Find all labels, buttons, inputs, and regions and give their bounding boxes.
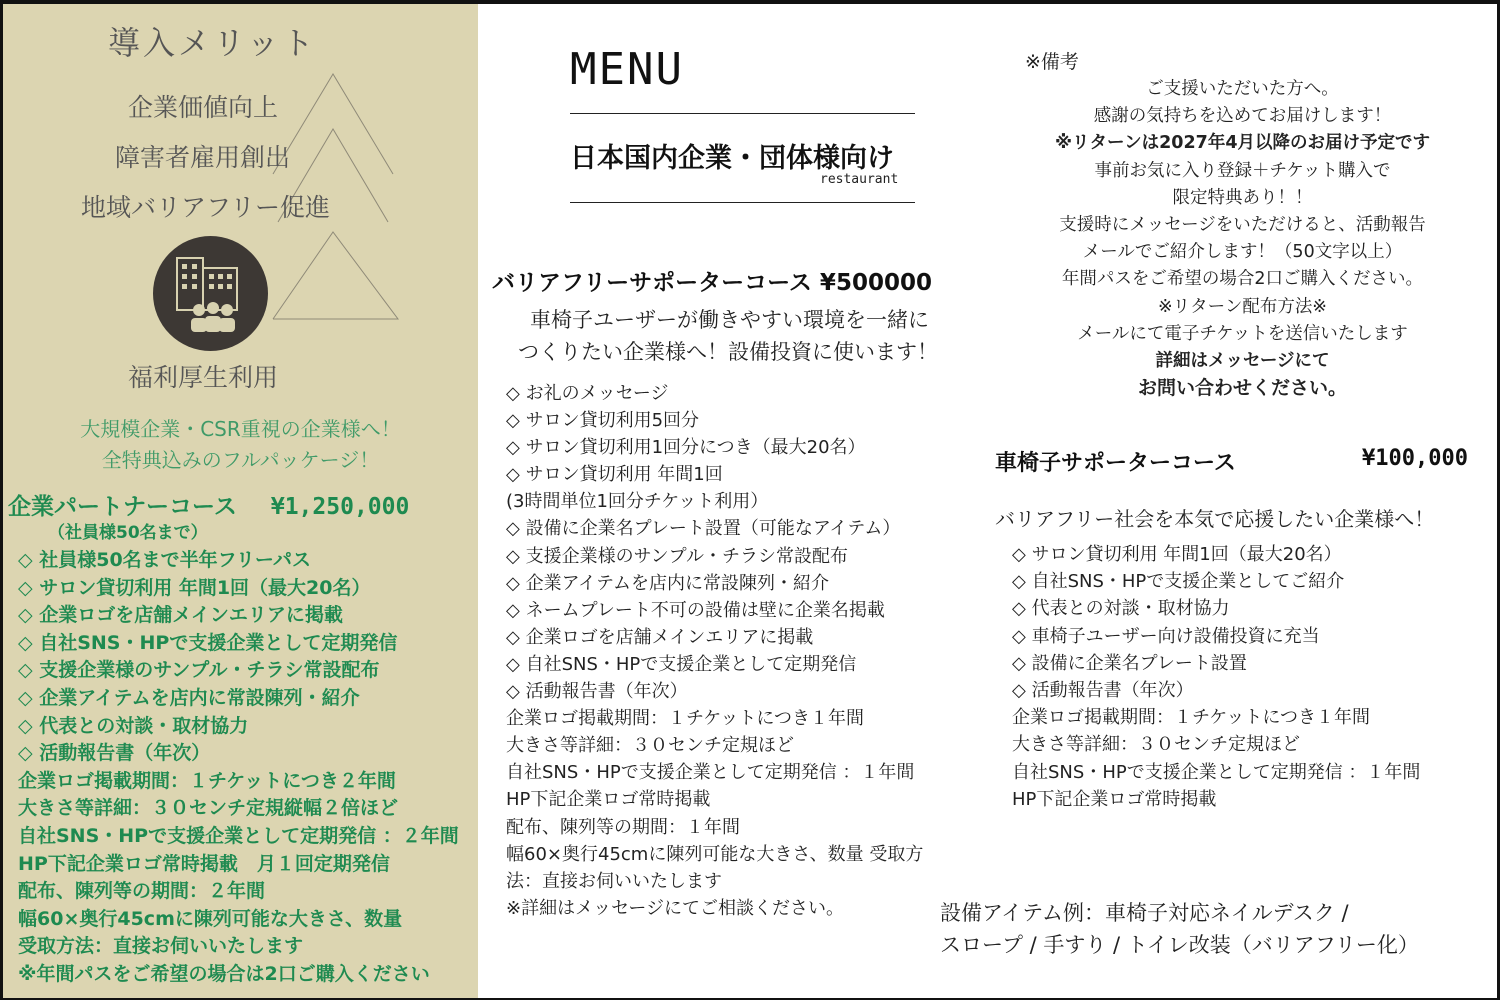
list-item: ◇ お礼のメッセージ bbox=[506, 383, 669, 404]
list-item: HP下記企業ロゴ常時掲載 bbox=[1012, 788, 1217, 810]
remark-line: 支援時にメッセージをいただけると、活動報告 bbox=[1059, 215, 1426, 236]
wheelchair-course-list bbox=[1012, 541, 1420, 813]
remark-line: 事前お気に入り登録＋チケット購入で bbox=[1094, 160, 1391, 181]
building-people-icon bbox=[153, 236, 268, 351]
wheelchair-course-description: バリアフリー社会を本気で応援したい企業様へ！ bbox=[995, 507, 1435, 531]
equipment-line: 設備アイテム例：車椅子対応ネイルデスク / bbox=[940, 901, 1349, 925]
welfare-label: 福利厚生利用 bbox=[128, 363, 279, 392]
list-item: 自社SNS・HPで支援企業として定期発信 ：１年間 bbox=[506, 762, 915, 784]
list-item: ※詳細はメッセージにてご相談ください。 bbox=[506, 897, 845, 919]
benefit-item: 地域バリアフリー促進 bbox=[81, 193, 331, 222]
benefit-item: 企業価値向上 bbox=[128, 93, 279, 122]
list-item: (3時間単位1回分チケット利用） bbox=[506, 491, 769, 513]
list-item: ◇ 社員様50名まで半年フリーパス bbox=[18, 549, 311, 571]
list-item: ◇ サロン貸切利用 年間1回（最大20名） bbox=[18, 576, 371, 599]
remark-line: ※リターン配布方法※ bbox=[1158, 296, 1327, 317]
course-description: 車椅子ユーザーが働きやすい環境を一緒に bbox=[530, 308, 929, 332]
list-item: ※年間パスをご希望の場合は2口ご購入ください bbox=[18, 962, 430, 985]
remark-line: 年間パスをご希望の場合2口ご購入ください。 bbox=[1061, 269, 1424, 290]
list-item: HP下記企業ロゴ常時掲載 月１回定期発信 bbox=[18, 852, 390, 875]
remark-line: 詳細はメッセージにて bbox=[1155, 351, 1330, 372]
wheelchair-course-price: ¥100,000 bbox=[1362, 446, 1468, 471]
barrier-free-course-list bbox=[506, 380, 923, 922]
menu-subtitle: 日本国内企業・団体様向け bbox=[570, 143, 894, 174]
list-item: 企業ロゴ掲載期間：１チケットにつき２年間 bbox=[18, 769, 396, 792]
list-item: ◇ 設備に企業名プレート設置（可能なアイテム） bbox=[506, 518, 901, 540]
partner-course-note: （社員様50名まで） bbox=[48, 523, 208, 543]
intro-line: 大規模企業・CSR重視の企業様へ！ bbox=[80, 417, 401, 441]
list-item: 大きさ等詳細：３０センチ定規縦幅２倍ほど bbox=[18, 797, 399, 820]
wheelchair-course-title: 車椅子サポーターコース bbox=[995, 451, 1236, 476]
list-item: 配布、陳列等の期間：２年間 bbox=[18, 880, 266, 903]
list-item: ◇ サロン貸切利用1回分につき（最大20名） bbox=[506, 437, 866, 459]
list-item: ◇ 企業ロゴを店舗メインエリアに掲載 bbox=[506, 626, 814, 648]
list-item: ◇ 支援企業様のサンプル・チラシ常設配布 bbox=[18, 659, 380, 682]
partner-course-list bbox=[18, 547, 459, 989]
remarks-title: ※備考 bbox=[1025, 51, 1079, 73]
remarks-notes bbox=[990, 76, 1495, 402]
list-item: 大きさ等詳細：３０センチ定規ほど bbox=[1012, 734, 1300, 756]
divider bbox=[570, 113, 915, 114]
list-item: 法：直接お伺いいたします bbox=[506, 870, 722, 892]
list-item: 自社SNS・HPで支援企業として定期発信 ：２年間 bbox=[18, 824, 459, 847]
benefits-panel bbox=[3, 4, 478, 998]
intro-line: 全特典込みのフルパッケージ！ bbox=[101, 448, 380, 472]
list-item: ◇ 活動報告書（年次） bbox=[506, 681, 688, 703]
divider bbox=[570, 202, 915, 203]
remark-line: お問い合わせください。 bbox=[1137, 377, 1347, 400]
list-item: ◇ サロン貸切利用 年間1回（最大20名） bbox=[1012, 544, 1342, 565]
list-item: ◇ 車椅子ユーザー向け設備投資に充当 bbox=[1012, 625, 1320, 647]
equipment-examples bbox=[940, 897, 1419, 961]
course-description: つくりたい企業様へ！設備投資に使います！ bbox=[518, 340, 938, 364]
list-item: ◇ サロン貸切利用 年間1回 bbox=[506, 464, 723, 486]
list-item: ◇ 支援企業様のサンプル・チラシ常設配布 bbox=[506, 545, 848, 567]
partner-course-title: 企業パートナーコース ¥1,250,000 bbox=[8, 494, 410, 520]
remark-line: ※リターンは2027年4月以降のお届け予定です bbox=[1054, 133, 1431, 154]
list-item: 幅60×奥行45cmに陳列可能な大きさ、数量 受取方 bbox=[506, 843, 924, 865]
partner-course-price: ¥1,250,000 bbox=[270, 494, 410, 520]
equipment-line: スロープ / 手すり / トイレ改装（バリアフリー化） bbox=[940, 933, 1419, 957]
list-item: ◇ 自社SNS・HPで支援企業として定期発信 bbox=[18, 631, 398, 654]
list-item: ◇ 設備に企業名プレート設置 bbox=[1012, 652, 1247, 674]
list-item: 幅60×奥行45cmに陳列可能な大きさ、数量 bbox=[18, 907, 403, 930]
remark-line: 感謝の気持ちを込めてお届けします！ bbox=[1093, 106, 1392, 127]
list-item: ◇ サロン貸切利用5回分 bbox=[506, 410, 700, 432]
list-item: ◇ 活動報告書（年次） bbox=[18, 742, 211, 765]
list-item: 大きさ等詳細：３０センチ定規ほど bbox=[506, 735, 794, 757]
list-item: ◇ 企業アイテムを店内に常設陳列・紹介 bbox=[18, 686, 360, 709]
list-item: ◇ ネームプレート不可の設備は壁に企業名掲載 bbox=[506, 599, 885, 621]
barrier-free-course-title: バリアフリーサポーターコース ¥500000 bbox=[492, 270, 932, 296]
remark-line: メールにて電子チケットを送信いたします bbox=[1077, 323, 1408, 344]
benefits-title: 導入メリット bbox=[108, 24, 317, 62]
list-item: 配布、陳列等の期間：１年間 bbox=[506, 816, 740, 838]
list-item: ◇ 自社SNS・HPで支援企業として定期発信 bbox=[506, 653, 857, 675]
list-item: ◇ 代表との対談・取材協力 bbox=[1012, 598, 1230, 620]
list-item: ◇ 代表との対談・取材協力 bbox=[18, 714, 249, 737]
list-item: HP下記企業ロゴ常時掲載 bbox=[506, 789, 711, 811]
list-item: 企業ロゴ掲載期間：１チケットにつき１年間 bbox=[506, 708, 865, 730]
list-item: ◇ 自社SNS・HPで支援企業としてご紹介 bbox=[1012, 571, 1345, 593]
remark-line: メールでご紹介します！（50文字以上） bbox=[1082, 242, 1403, 263]
benefit-item: 障害者雇用創出 bbox=[115, 143, 291, 172]
list-item: 受取方法：直接お伺いいたします bbox=[18, 935, 304, 958]
list-item: ◇ 活動報告書（年次） bbox=[1012, 680, 1194, 702]
list-item: 企業ロゴ掲載期間：１チケットにつき１年間 bbox=[1012, 707, 1371, 729]
list-item: 自社SNS・HPで支援企業として定期発信 ：１年間 bbox=[1012, 761, 1421, 783]
list-item: ◇ 企業ロゴを店舗メインエリアに掲載 bbox=[18, 604, 343, 627]
menu-tag: restaurant bbox=[820, 172, 899, 187]
remark-line: ご支援いただいた方へ。 bbox=[1146, 79, 1339, 99]
menu-title: MENU bbox=[570, 44, 684, 95]
remark-line: 限定特典あり！！ bbox=[1172, 187, 1313, 208]
list-item: ◇ 企業アイテムを店内に常設陳列・紹介 bbox=[506, 572, 830, 594]
